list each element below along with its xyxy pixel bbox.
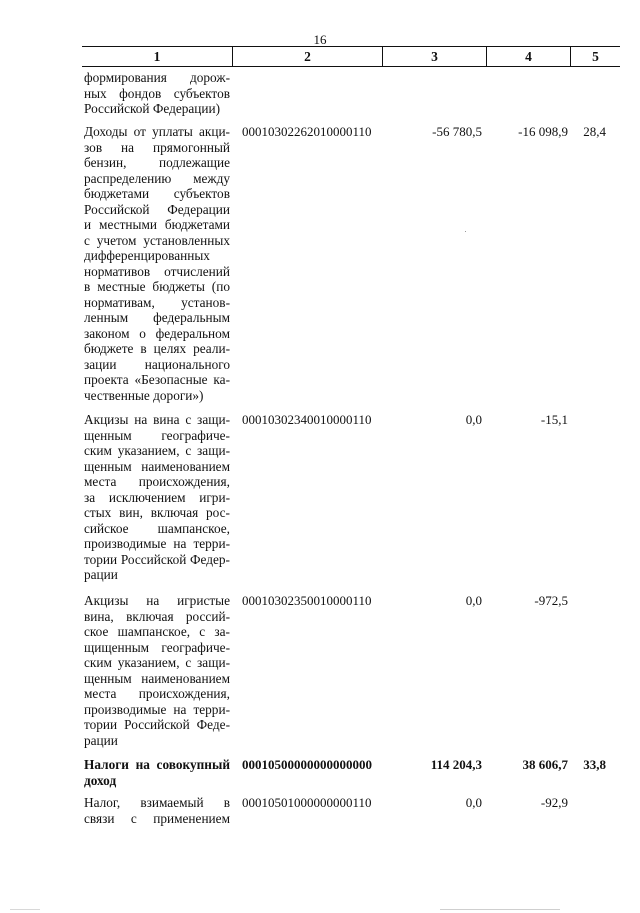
row-name	[84, 795, 230, 826]
header-col-4: 4	[525, 49, 532, 64]
row-value-col4: -92,9	[540, 795, 568, 810]
row-name	[84, 70, 230, 117]
name-line: доход	[84, 772, 117, 788]
name-line: нормативов отчислений	[84, 263, 230, 279]
scan-edge-mark	[440, 909, 560, 910]
scan-speck	[465, 231, 466, 232]
name-line: ных фондов субъектов	[84, 85, 230, 101]
name-line: зов на прямогонный	[84, 139, 230, 155]
name-line: чественные дороги»)	[84, 387, 204, 403]
row-value-col4: -972,5	[534, 593, 568, 608]
name-line: за исключением игри-	[84, 489, 230, 505]
name-line: производимые на терри-	[84, 536, 230, 551]
name-line: проекта «Безопасные ка-	[84, 372, 230, 387]
header-col-3: 3	[431, 49, 438, 64]
name-line: ское шампанское, с за-	[84, 624, 230, 639]
row-name	[84, 124, 230, 403]
header-col-5: 5	[592, 49, 599, 64]
name-line: ским указанием, с защи-	[84, 443, 230, 458]
name-line: щенным географиче-	[84, 427, 230, 443]
name-line: нормативам, установ-	[84, 294, 230, 310]
table-header	[82, 46, 620, 67]
name-line: и местными бюджетами	[84, 217, 230, 232]
name-line: ским указанием, с защи-	[84, 655, 230, 670]
name-line: Российской Федерации)	[84, 101, 221, 116]
name-line: рации	[84, 732, 118, 748]
row-code: 00010501000000000110	[242, 795, 372, 810]
row-value-col3: 114 204,3	[430, 757, 482, 772]
page-number: 16	[313, 32, 327, 47]
name-line: рации	[84, 567, 118, 582]
name-line: бюджете в целях реали-	[84, 341, 230, 356]
name-line: места происхождения,	[84, 686, 230, 701]
name-line: тории Российской Феде-	[84, 717, 230, 732]
name-line: щенным наименованием	[84, 458, 230, 474]
row-value-col3: 0,0	[465, 412, 482, 427]
row-value-col5: 33,8	[583, 757, 606, 772]
name-line: Доходы от уплаты акци-	[84, 124, 230, 139]
row-value-col4: -16 098,9	[518, 124, 568, 139]
name-line: тории Российской Федер-	[84, 551, 230, 567]
name-line: формирования дорож-	[84, 70, 230, 85]
row-name	[84, 593, 230, 748]
name-line: щенным наименованием	[84, 670, 230, 686]
row-value-col5: 28,4	[583, 124, 606, 139]
name-line: с учетом установленных	[84, 232, 230, 248]
row-value-col3: 0,0	[465, 795, 482, 810]
name-line: места происхождения,	[84, 474, 230, 489]
row-value-col3: 0,0	[465, 593, 482, 608]
name-line: дифференцированных	[84, 248, 210, 263]
name-line: законом о федеральном	[84, 325, 230, 341]
header-col-2: 2	[304, 49, 311, 64]
row-value-col3: -56 780,5	[432, 124, 482, 139]
name-line: бюджетами субъектов	[84, 186, 230, 201]
name-line: бензин, подлежащие	[84, 155, 230, 170]
row-name	[84, 757, 230, 788]
name-line: связи с применением	[84, 810, 230, 826]
row-code: 00010302350010000110	[242, 593, 372, 608]
scan-edge-mark	[10, 909, 40, 910]
row-value-col4: -15,1	[540, 412, 568, 427]
row-code: 00010302340010000110	[242, 412, 372, 427]
name-line: стых вин, включая рос-	[84, 505, 230, 520]
name-line: Российской Федерации	[84, 201, 230, 217]
name-line: Акцизы на вина с защи-	[84, 412, 230, 427]
name-line: сийское шампанское,	[84, 520, 230, 536]
name-line: в местные бюджеты (по	[84, 279, 230, 294]
row-code: 00010500000000000000	[242, 757, 372, 772]
row-value-col4: 38 606,7	[522, 757, 568, 772]
header-col-1: 1	[153, 49, 161, 64]
name-line: зации национального	[84, 356, 230, 372]
name-line: щищенным географиче-	[84, 639, 230, 655]
name-line: Акцизы на игристые	[84, 593, 230, 608]
name-line: производимые на терри-	[84, 701, 230, 717]
row-code: 00010302262010000110	[242, 124, 372, 139]
name-line: распределению между	[84, 170, 230, 186]
name-line: ленным федеральным	[84, 310, 230, 325]
name-line: Налоги на совокупный	[84, 757, 230, 772]
name-line: вина, включая россий-	[84, 608, 230, 624]
row-name	[84, 412, 230, 583]
name-line: Налог, взимаемый в	[84, 795, 230, 810]
